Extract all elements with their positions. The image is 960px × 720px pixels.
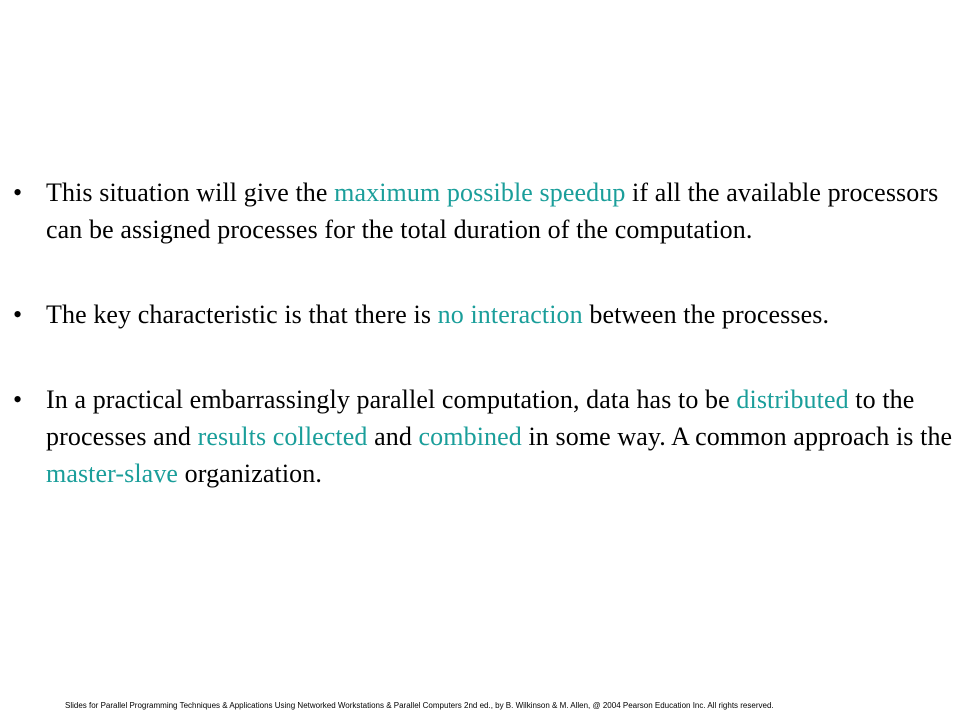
bullet-dot: • [13,300,23,329]
bullet-text-segment: organization. [178,459,322,488]
bullet-text-segment: This situation will give the [46,178,335,207]
bullet-dot: • [13,385,23,414]
bullet-item-1 [0,174,960,248]
highlight-master-slave: master-slave [46,459,179,488]
bullet-text-segment: and [367,422,419,451]
highlight-results-collected: results collected [197,422,368,451]
bullet-item-2 [0,296,960,333]
bullet-text-segment: The key characteristic is that there is [46,300,438,329]
highlight-no-interaction: no interaction [437,300,583,329]
bullet-text-segment: to the processes and [46,385,915,451]
copyright-footer: Slides for Parallel Programming Techniques & Applications Using Networked Workstations & Parallel Computers 2nd ed., by B. Wilkinson & M. Allen, @ 2004 Pearson Education Inc. All rights reserved. [65,701,774,710]
bullet-item-3 [0,381,960,492]
bullet-text-segment: between the processes. [582,300,830,329]
bullet-text-segment: if all the available processors can be assigned processes for the total duration of the computation. [46,178,939,244]
bullet-text-segment: In a practical embarrassingly parallel computation, data has to be [46,385,737,414]
highlight-maximum-possible-speedup: maximum possible speedup [334,178,626,207]
bullet-list [0,174,960,540]
highlight-distributed: distributed [736,385,849,414]
bullet-text-segment: in some way. A common approach is the [521,422,953,451]
highlight-combined: combined [418,422,522,451]
bullet-dot: • [13,178,23,207]
